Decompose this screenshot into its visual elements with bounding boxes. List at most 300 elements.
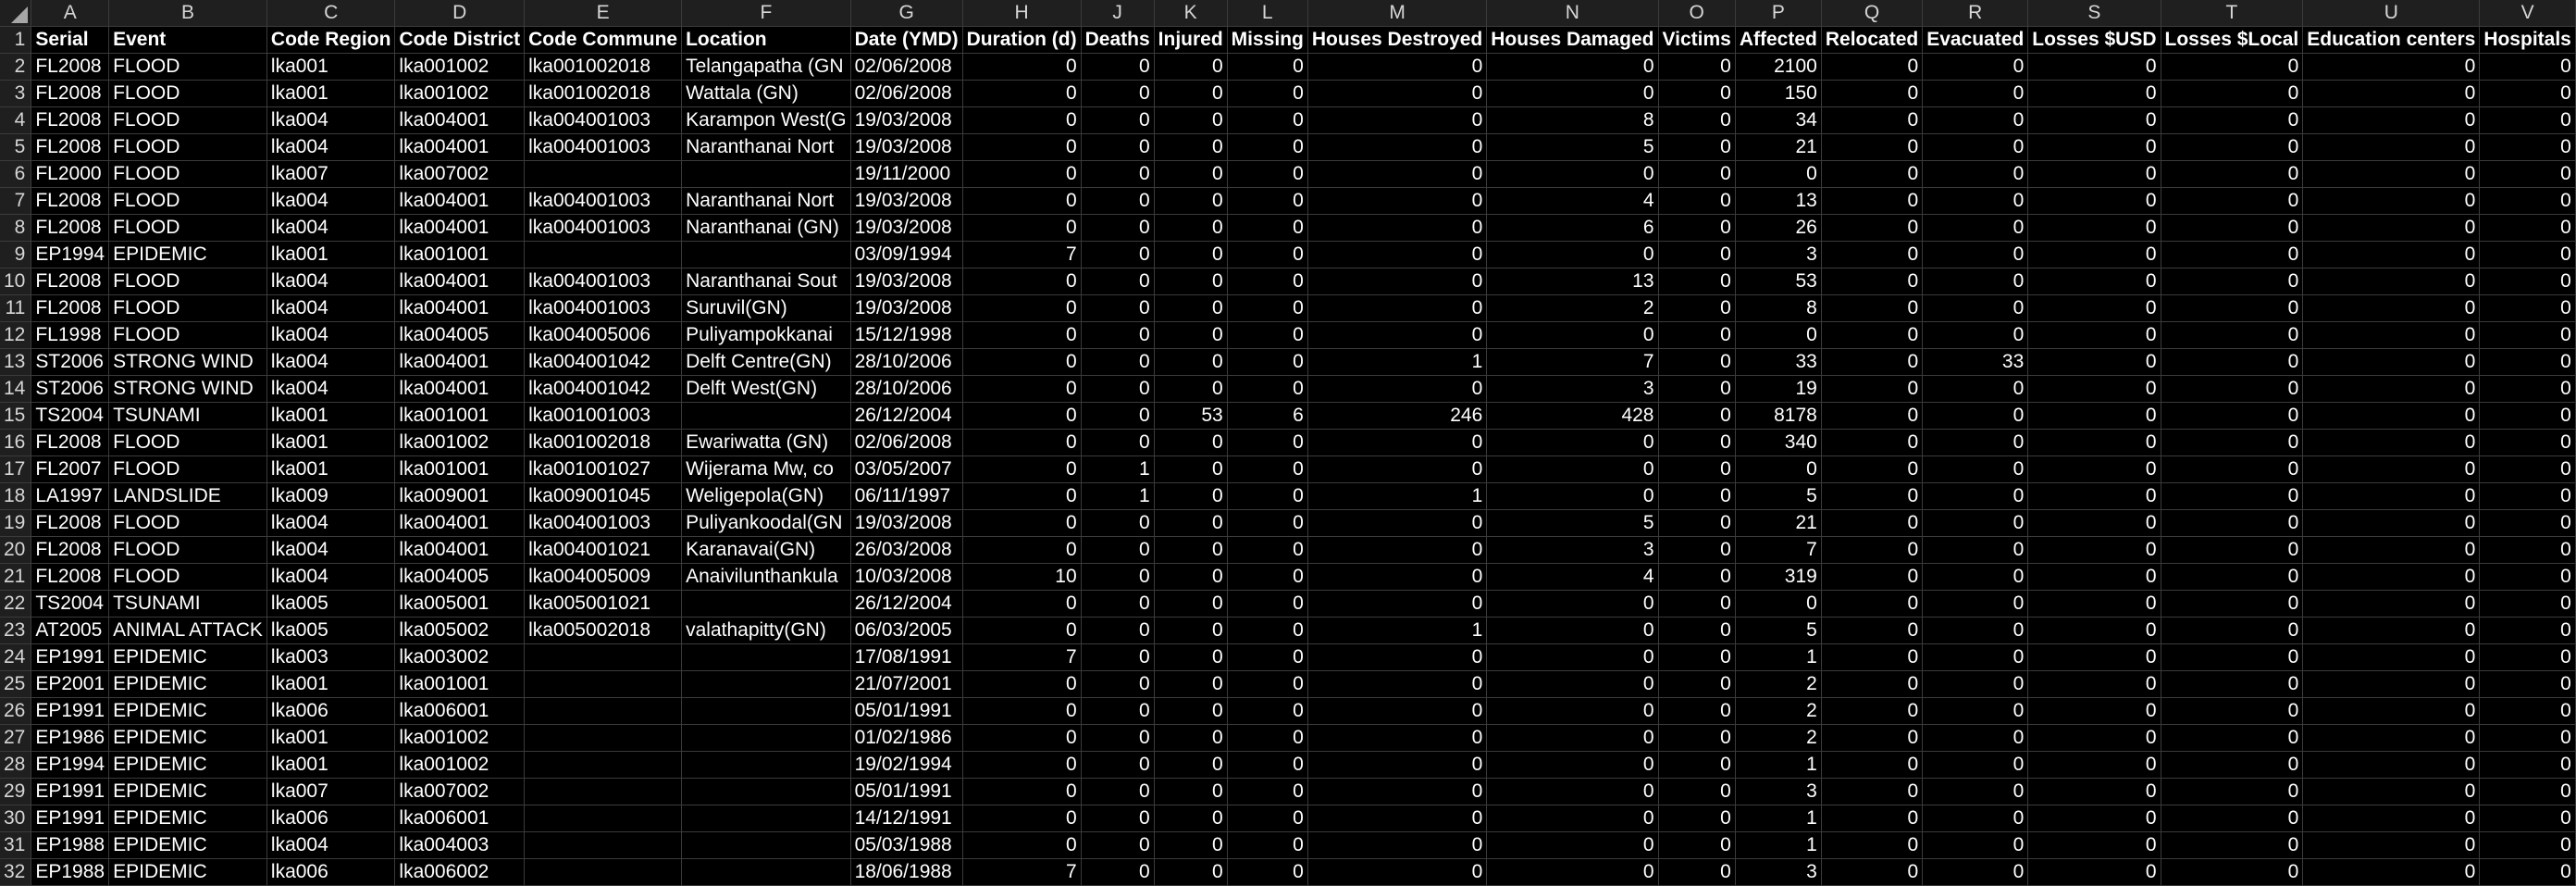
data-cell[interactable]: LANDSLIDE: [109, 483, 267, 510]
data-cell[interactable]: lka007002: [395, 161, 525, 188]
data-cell[interactable]: 0: [962, 832, 1081, 859]
data-cell[interactable]: 0: [2161, 752, 2303, 779]
column-letter-header[interactable]: P: [1735, 0, 1821, 27]
header-cell[interactable]: Losses $Local: [2161, 27, 2303, 54]
row-number[interactable]: 25: [0, 671, 31, 698]
data-cell[interactable]: FL2008: [31, 430, 109, 456]
data-cell[interactable]: 0: [962, 752, 1081, 779]
data-cell[interactable]: lka004003: [395, 832, 525, 859]
data-cell[interactable]: EP2001: [31, 671, 109, 698]
data-cell[interactable]: 0: [1658, 483, 1735, 510]
data-cell[interactable]: lka001002018: [525, 81, 682, 107]
data-cell[interactable]: [525, 779, 682, 805]
data-cell[interactable]: lka005: [266, 618, 395, 644]
data-cell[interactable]: EP1991: [31, 644, 109, 671]
column-letter-header[interactable]: S: [2028, 0, 2161, 27]
data-cell[interactable]: 0: [1821, 456, 1922, 483]
data-cell[interactable]: FLOOD: [109, 81, 267, 107]
data-cell[interactable]: lka004001021: [525, 537, 682, 564]
data-cell[interactable]: 0: [2161, 832, 2303, 859]
data-cell[interactable]: lka004001: [395, 215, 525, 242]
data-cell[interactable]: 0: [1154, 832, 1227, 859]
data-cell[interactable]: 0: [2480, 54, 2576, 81]
data-cell[interactable]: 13: [1487, 268, 1658, 295]
data-cell[interactable]: Delft Centre(GN): [682, 349, 851, 376]
data-cell[interactable]: LA1997: [31, 483, 109, 510]
data-cell[interactable]: lka004: [266, 268, 395, 295]
data-cell[interactable]: 0: [1307, 725, 1486, 752]
data-cell[interactable]: 1: [1735, 644, 1821, 671]
data-cell[interactable]: 0: [1227, 591, 1307, 618]
data-cell[interactable]: STRONG WIND: [109, 376, 267, 403]
data-cell[interactable]: 0: [2303, 483, 2480, 510]
data-cell[interactable]: 18/06/1988: [850, 859, 962, 886]
data-cell[interactable]: 0: [1923, 564, 2028, 591]
data-cell[interactable]: 0: [2303, 81, 2480, 107]
data-cell[interactable]: 06/03/2005: [850, 618, 962, 644]
data-cell[interactable]: 3: [1735, 779, 1821, 805]
data-cell[interactable]: lka009: [266, 483, 395, 510]
data-cell[interactable]: FL2008: [31, 510, 109, 537]
data-cell[interactable]: 0: [1658, 215, 1735, 242]
data-cell[interactable]: 0: [1658, 134, 1735, 161]
data-cell[interactable]: 0: [1487, 430, 1658, 456]
data-cell[interactable]: 03/09/1994: [850, 242, 962, 268]
data-cell[interactable]: 0: [1923, 376, 2028, 403]
data-cell[interactable]: 0: [962, 725, 1081, 752]
data-cell[interactable]: lka004001003: [525, 215, 682, 242]
data-cell[interactable]: [682, 752, 851, 779]
data-cell[interactable]: ST2006: [31, 376, 109, 403]
row-number[interactable]: 18: [0, 483, 31, 510]
data-cell[interactable]: 0: [2028, 456, 2161, 483]
data-cell[interactable]: 0: [1154, 107, 1227, 134]
data-cell[interactable]: lka007: [266, 779, 395, 805]
data-cell[interactable]: 0: [2161, 242, 2303, 268]
data-cell[interactable]: lka001002: [395, 725, 525, 752]
data-cell[interactable]: 8: [1487, 107, 1658, 134]
data-cell[interactable]: 0: [1821, 188, 1922, 215]
data-cell[interactable]: 0: [1307, 805, 1486, 832]
data-cell[interactable]: 0: [2161, 725, 2303, 752]
data-cell[interactable]: 0: [2480, 725, 2576, 752]
data-cell[interactable]: FLOOD: [109, 430, 267, 456]
row-number[interactable]: 2: [0, 54, 31, 81]
column-letter-header[interactable]: J: [1081, 0, 1154, 27]
row-number[interactable]: 12: [0, 322, 31, 349]
data-cell[interactable]: [682, 779, 851, 805]
data-cell[interactable]: Suruvil(GN): [682, 295, 851, 322]
data-cell[interactable]: 05/03/1988: [850, 832, 962, 859]
data-cell[interactable]: 0: [1227, 564, 1307, 591]
data-cell[interactable]: 19/03/2008: [850, 188, 962, 215]
data-cell[interactable]: 0: [1081, 698, 1154, 725]
data-cell[interactable]: 0: [2303, 161, 2480, 188]
data-cell[interactable]: 0: [1227, 859, 1307, 886]
data-cell[interactable]: 0: [2161, 618, 2303, 644]
data-cell[interactable]: 0: [1081, 510, 1154, 537]
data-cell[interactable]: 0: [2480, 537, 2576, 564]
data-cell[interactable]: 0: [2480, 752, 2576, 779]
data-cell[interactable]: 0: [1923, 671, 2028, 698]
data-cell[interactable]: 26: [1735, 215, 1821, 242]
data-cell[interactable]: Weligepola(GN): [682, 483, 851, 510]
data-cell[interactable]: 0: [2480, 859, 2576, 886]
data-cell[interactable]: 0: [2161, 161, 2303, 188]
data-cell[interactable]: 0: [1227, 698, 1307, 725]
data-cell[interactable]: 0: [2028, 295, 2161, 322]
header-cell[interactable]: Evacuated: [1923, 27, 2028, 54]
data-cell[interactable]: lka006001: [395, 805, 525, 832]
data-cell[interactable]: [525, 242, 682, 268]
data-cell[interactable]: EPIDEMIC: [109, 805, 267, 832]
header-cell[interactable]: Serial: [31, 27, 109, 54]
data-cell[interactable]: 0: [1923, 430, 2028, 456]
data-cell[interactable]: 0: [1307, 564, 1486, 591]
data-cell[interactable]: 0: [1227, 242, 1307, 268]
data-cell[interactable]: 0: [2161, 81, 2303, 107]
data-cell[interactable]: 0: [1658, 403, 1735, 430]
data-cell[interactable]: 0: [962, 81, 1081, 107]
data-cell[interactable]: 0: [1307, 510, 1486, 537]
data-cell[interactable]: 0: [2480, 295, 2576, 322]
data-cell[interactable]: [682, 644, 851, 671]
row-number[interactable]: 15: [0, 403, 31, 430]
data-cell[interactable]: 0: [1821, 161, 1922, 188]
data-cell[interactable]: 0: [2161, 510, 2303, 537]
data-cell[interactable]: [525, 752, 682, 779]
data-cell[interactable]: 6: [1227, 403, 1307, 430]
data-cell[interactable]: FL2008: [31, 188, 109, 215]
data-cell[interactable]: 0: [1658, 268, 1735, 295]
data-cell[interactable]: FL1998: [31, 322, 109, 349]
data-cell[interactable]: 0: [1487, 591, 1658, 618]
data-cell[interactable]: 0: [1227, 805, 1307, 832]
data-cell[interactable]: 0: [1658, 618, 1735, 644]
data-cell[interactable]: FL2008: [31, 268, 109, 295]
data-cell[interactable]: 0: [1307, 537, 1486, 564]
column-letter-header[interactable]: L: [1227, 0, 1307, 27]
data-cell[interactable]: lka001002: [395, 81, 525, 107]
row-number[interactable]: 14: [0, 376, 31, 403]
data-cell[interactable]: 0: [2303, 54, 2480, 81]
header-cell[interactable]: Missing: [1227, 27, 1307, 54]
row-number[interactable]: 31: [0, 832, 31, 859]
data-cell[interactable]: 0: [2480, 510, 2576, 537]
data-cell[interactable]: 7: [1735, 537, 1821, 564]
data-cell[interactable]: 0: [2480, 242, 2576, 268]
data-cell[interactable]: 0: [1658, 188, 1735, 215]
data-cell[interactable]: 0: [2028, 107, 2161, 134]
data-cell[interactable]: 0: [962, 430, 1081, 456]
data-cell[interactable]: 0: [1923, 295, 2028, 322]
row-number[interactable]: 20: [0, 537, 31, 564]
data-cell[interactable]: 0: [1923, 134, 2028, 161]
data-cell[interactable]: 0: [1227, 725, 1307, 752]
row-number[interactable]: 29: [0, 779, 31, 805]
data-cell[interactable]: [682, 671, 851, 698]
data-cell[interactable]: lka001001: [395, 456, 525, 483]
header-cell[interactable]: Affected: [1735, 27, 1821, 54]
data-cell[interactable]: lka004: [266, 295, 395, 322]
data-cell[interactable]: Telangapatha (GN: [682, 54, 851, 81]
data-cell[interactable]: EP1991: [31, 805, 109, 832]
data-cell[interactable]: 0: [2161, 859, 2303, 886]
data-cell[interactable]: 0: [1821, 779, 1922, 805]
data-cell[interactable]: FLOOD: [109, 215, 267, 242]
data-cell[interactable]: FL2008: [31, 81, 109, 107]
data-cell[interactable]: lka001: [266, 456, 395, 483]
data-cell[interactable]: 0: [1487, 805, 1658, 832]
data-cell[interactable]: 13: [1735, 188, 1821, 215]
data-cell[interactable]: [525, 725, 682, 752]
data-cell[interactable]: 0: [1081, 537, 1154, 564]
data-cell[interactable]: 0: [2028, 537, 2161, 564]
data-cell[interactable]: 0: [2303, 644, 2480, 671]
data-cell[interactable]: 19/03/2008: [850, 134, 962, 161]
data-cell[interactable]: 0: [2303, 510, 2480, 537]
data-cell[interactable]: FLOOD: [109, 295, 267, 322]
data-cell[interactable]: 0: [1154, 54, 1227, 81]
data-cell[interactable]: 0: [1821, 134, 1922, 161]
data-cell[interactable]: lka004001: [395, 537, 525, 564]
data-cell[interactable]: 0: [1227, 430, 1307, 456]
data-cell[interactable]: 0: [2303, 698, 2480, 725]
data-cell[interactable]: 0: [2028, 268, 2161, 295]
data-cell[interactable]: 0: [2161, 134, 2303, 161]
data-cell[interactable]: Naranthanai Nort: [682, 188, 851, 215]
data-cell[interactable]: 0: [2161, 483, 2303, 510]
header-cell[interactable]: Relocated: [1821, 27, 1922, 54]
data-cell[interactable]: 0: [1081, 832, 1154, 859]
data-cell[interactable]: [682, 591, 851, 618]
data-cell[interactable]: 0: [2303, 859, 2480, 886]
data-cell[interactable]: 0: [2303, 725, 2480, 752]
data-cell[interactable]: 28/10/2006: [850, 376, 962, 403]
data-cell[interactable]: 0: [1154, 242, 1227, 268]
data-cell[interactable]: FL2007: [31, 456, 109, 483]
data-cell[interactable]: 0: [1923, 779, 2028, 805]
data-cell[interactable]: 0: [2303, 591, 2480, 618]
data-cell[interactable]: 0: [2480, 591, 2576, 618]
data-cell[interactable]: EPIDEMIC: [109, 725, 267, 752]
data-cell[interactable]: 05/01/1991: [850, 698, 962, 725]
data-cell[interactable]: 0: [1227, 188, 1307, 215]
data-cell[interactable]: lka004: [266, 188, 395, 215]
data-cell[interactable]: 0: [1307, 54, 1486, 81]
data-cell[interactable]: 0: [2028, 564, 2161, 591]
row-number[interactable]: 3: [0, 81, 31, 107]
data-cell[interactable]: 0: [1154, 671, 1227, 698]
data-cell[interactable]: 0: [1227, 752, 1307, 779]
data-cell[interactable]: 8: [1735, 295, 1821, 322]
column-letter-header[interactable]: H: [962, 0, 1081, 27]
data-cell[interactable]: 0: [2480, 430, 2576, 456]
data-cell[interactable]: 0: [2028, 644, 2161, 671]
data-cell[interactable]: TS2004: [31, 591, 109, 618]
data-cell[interactable]: 0: [1154, 81, 1227, 107]
row-number[interactable]: 9: [0, 242, 31, 268]
data-cell[interactable]: 0: [1081, 805, 1154, 832]
data-cell[interactable]: 0: [1487, 161, 1658, 188]
data-cell[interactable]: 0: [1081, 564, 1154, 591]
header-cell[interactable]: Duration (d): [962, 27, 1081, 54]
data-cell[interactable]: 0: [962, 215, 1081, 242]
data-cell[interactable]: 0: [1821, 268, 1922, 295]
data-cell[interactable]: 0: [1923, 805, 2028, 832]
data-cell[interactable]: 0: [1154, 859, 1227, 886]
data-cell[interactable]: lka001002: [395, 752, 525, 779]
data-cell[interactable]: 0: [1923, 591, 2028, 618]
data-cell[interactable]: 0: [1821, 644, 1922, 671]
row-number[interactable]: 16: [0, 430, 31, 456]
data-cell[interactable]: 0: [1658, 376, 1735, 403]
data-cell[interactable]: lka001001: [395, 242, 525, 268]
data-cell[interactable]: 0: [1154, 725, 1227, 752]
data-cell[interactable]: 0: [2028, 805, 2161, 832]
data-cell[interactable]: 0: [1154, 779, 1227, 805]
data-cell[interactable]: 7: [962, 859, 1081, 886]
data-cell[interactable]: 0: [1307, 134, 1486, 161]
data-cell[interactable]: 3: [1735, 859, 1821, 886]
data-cell[interactable]: 0: [1821, 832, 1922, 859]
data-cell[interactable]: 0: [1487, 483, 1658, 510]
data-cell[interactable]: 0: [1081, 430, 1154, 456]
data-cell[interactable]: [682, 805, 851, 832]
data-cell[interactable]: 6: [1487, 215, 1658, 242]
data-cell[interactable]: 0: [1821, 859, 1922, 886]
data-cell[interactable]: lka004005: [395, 322, 525, 349]
data-cell[interactable]: 0: [1227, 161, 1307, 188]
data-cell[interactable]: 0: [2161, 349, 2303, 376]
data-cell[interactable]: 0: [962, 510, 1081, 537]
row-number[interactable]: 4: [0, 107, 31, 134]
data-cell[interactable]: lka004005006: [525, 322, 682, 349]
data-cell[interactable]: 0: [1658, 81, 1735, 107]
data-cell[interactable]: 0: [1923, 537, 2028, 564]
data-cell[interactable]: lka004: [266, 322, 395, 349]
data-cell[interactable]: FL2008: [31, 564, 109, 591]
data-cell[interactable]: 19/03/2008: [850, 215, 962, 242]
data-cell[interactable]: 2100: [1735, 54, 1821, 81]
data-cell[interactable]: FLOOD: [109, 510, 267, 537]
data-cell[interactable]: 0: [1923, 54, 2028, 81]
data-cell[interactable]: lka004: [266, 107, 395, 134]
data-cell[interactable]: 0: [1154, 430, 1227, 456]
data-cell[interactable]: [525, 644, 682, 671]
data-cell[interactable]: 0: [1227, 537, 1307, 564]
data-cell[interactable]: 2: [1735, 671, 1821, 698]
data-cell[interactable]: 0: [1821, 537, 1922, 564]
data-cell[interactable]: 0: [962, 779, 1081, 805]
data-cell[interactable]: 01/02/1986: [850, 725, 962, 752]
data-cell[interactable]: 0: [1227, 671, 1307, 698]
data-cell[interactable]: 0: [2480, 403, 2576, 430]
data-cell[interactable]: 0: [1923, 510, 2028, 537]
data-cell[interactable]: 0: [2161, 215, 2303, 242]
data-cell[interactable]: 0: [2161, 376, 2303, 403]
data-cell[interactable]: 0: [1307, 376, 1486, 403]
data-cell[interactable]: 0: [2303, 618, 2480, 644]
data-cell[interactable]: FL2008: [31, 54, 109, 81]
data-cell[interactable]: 0: [1923, 859, 2028, 886]
data-cell[interactable]: lka001: [266, 54, 395, 81]
data-cell[interactable]: FLOOD: [109, 537, 267, 564]
data-cell[interactable]: lka004001042: [525, 376, 682, 403]
data-cell[interactable]: lka001: [266, 430, 395, 456]
data-cell[interactable]: 0: [2303, 188, 2480, 215]
column-letter-header[interactable]: R: [1923, 0, 2028, 27]
data-cell[interactable]: 0: [1227, 456, 1307, 483]
data-cell[interactable]: lka006: [266, 698, 395, 725]
data-cell[interactable]: 33: [1735, 349, 1821, 376]
data-cell[interactable]: Anaivilunthankula: [682, 564, 851, 591]
data-cell[interactable]: 0: [2028, 161, 2161, 188]
row-number[interactable]: 6: [0, 161, 31, 188]
data-cell[interactable]: lka004: [266, 832, 395, 859]
data-cell[interactable]: 0: [1307, 752, 1486, 779]
data-cell[interactable]: 0: [1487, 859, 1658, 886]
row-number[interactable]: 10: [0, 268, 31, 295]
data-cell[interactable]: 0: [2161, 107, 2303, 134]
data-cell[interactable]: 5: [1735, 483, 1821, 510]
data-cell[interactable]: 0: [1227, 81, 1307, 107]
row-number[interactable]: 27: [0, 725, 31, 752]
column-letter-header[interactable]: O: [1658, 0, 1735, 27]
data-cell[interactable]: 0: [2303, 832, 2480, 859]
data-cell[interactable]: 0: [2303, 107, 2480, 134]
data-cell[interactable]: Karanavai(GN): [682, 537, 851, 564]
data-cell[interactable]: 0: [2303, 322, 2480, 349]
data-cell[interactable]: 0: [1227, 349, 1307, 376]
data-cell[interactable]: 19/03/2008: [850, 268, 962, 295]
data-cell[interactable]: [525, 832, 682, 859]
row-number[interactable]: 7: [0, 188, 31, 215]
data-cell[interactable]: 0: [1154, 456, 1227, 483]
data-cell[interactable]: 0: [2303, 752, 2480, 779]
column-letter-header[interactable]: A: [31, 0, 109, 27]
data-cell[interactable]: 0: [1923, 81, 2028, 107]
data-cell[interactable]: 0: [2161, 295, 2303, 322]
data-cell[interactable]: 0: [1227, 215, 1307, 242]
data-cell[interactable]: 0: [1923, 644, 2028, 671]
data-cell[interactable]: 0: [1154, 698, 1227, 725]
data-cell[interactable]: 7: [962, 242, 1081, 268]
data-cell[interactable]: EPIDEMIC: [109, 779, 267, 805]
data-cell[interactable]: TSUNAMI: [109, 591, 267, 618]
data-cell[interactable]: 1: [1081, 456, 1154, 483]
data-cell[interactable]: 0: [1227, 644, 1307, 671]
data-cell[interactable]: 0: [1227, 322, 1307, 349]
data-cell[interactable]: 21/07/2001: [850, 671, 962, 698]
data-cell[interactable]: [682, 161, 851, 188]
data-cell[interactable]: EPIDEMIC: [109, 242, 267, 268]
data-cell[interactable]: lka004001003: [525, 268, 682, 295]
select-all-corner[interactable]: [0, 0, 31, 27]
header-cell[interactable]: Hospitals: [2480, 27, 2576, 54]
data-cell[interactable]: lka001: [266, 242, 395, 268]
data-cell[interactable]: 0: [1307, 161, 1486, 188]
data-cell[interactable]: 0: [1081, 322, 1154, 349]
data-cell[interactable]: lka004: [266, 376, 395, 403]
data-cell[interactable]: 0: [1821, 752, 1922, 779]
data-cell[interactable]: Ewariwatta (GN): [682, 430, 851, 456]
data-cell[interactable]: 0: [2028, 591, 2161, 618]
data-cell[interactable]: 0: [1081, 161, 1154, 188]
data-cell[interactable]: Puliyampokkanai: [682, 322, 851, 349]
data-cell[interactable]: 0: [1923, 161, 2028, 188]
data-cell[interactable]: [682, 698, 851, 725]
